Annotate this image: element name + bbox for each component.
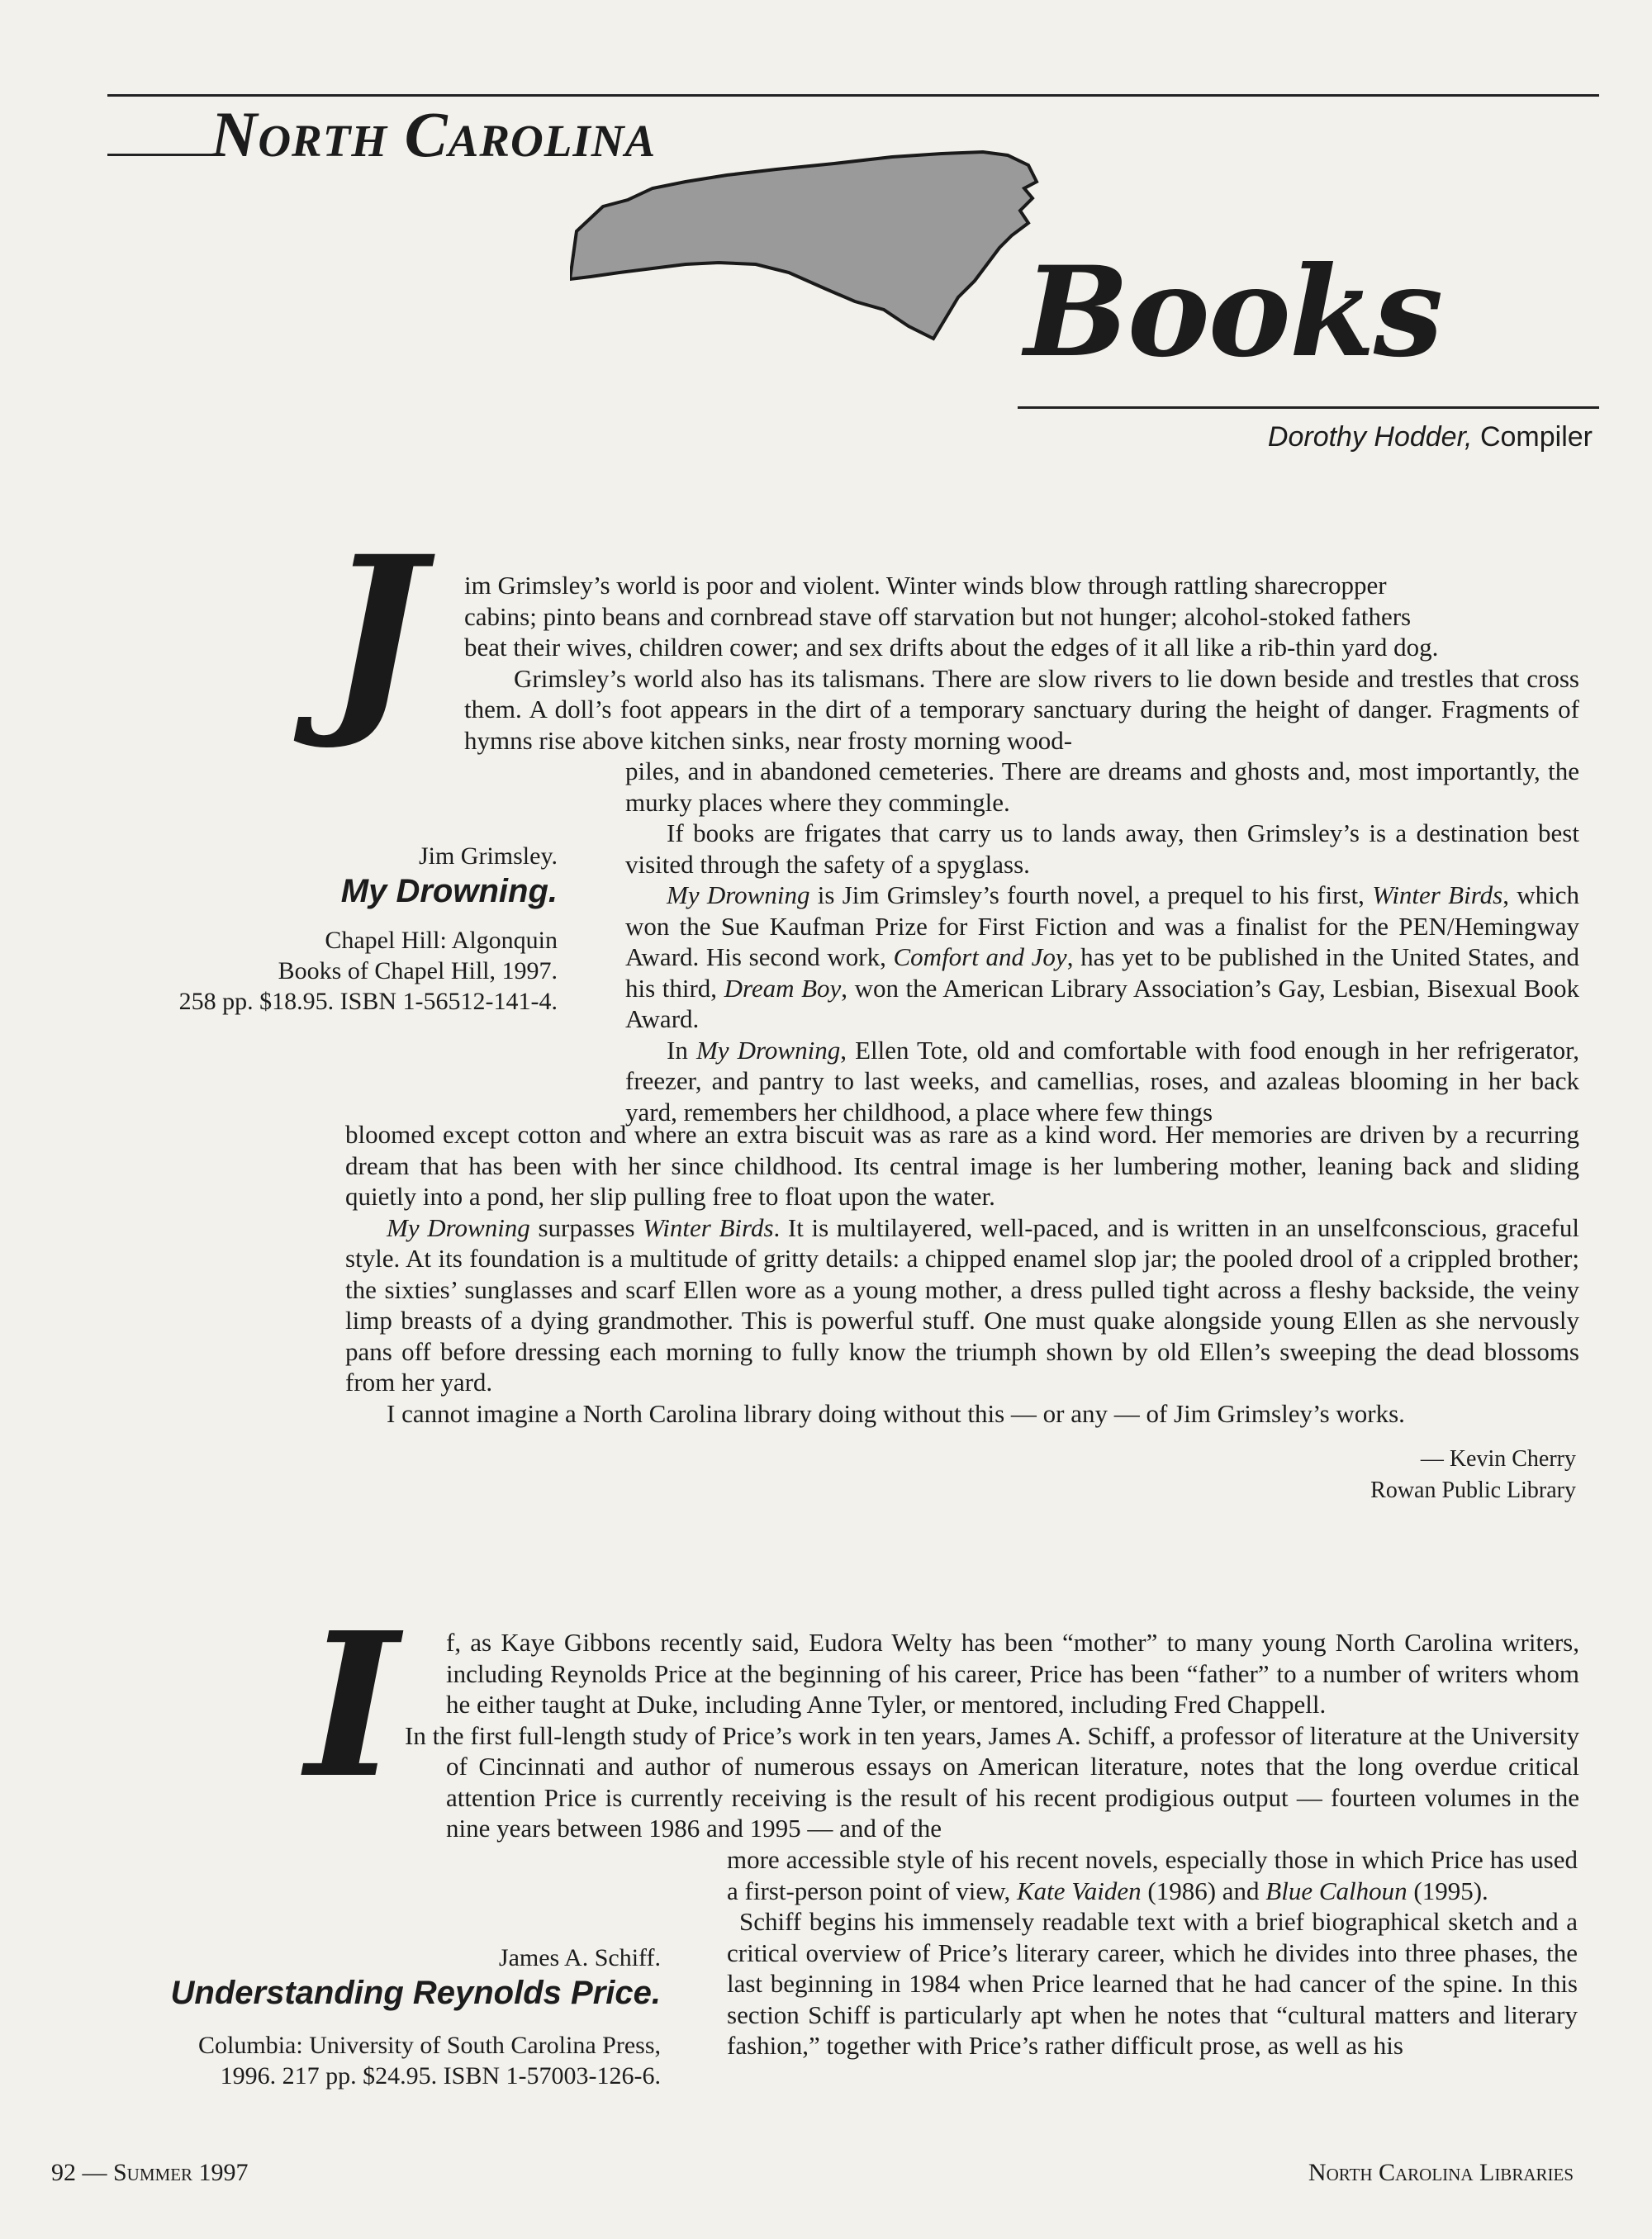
- review1-line2: cabins; pinto beans and cornbread stave off starvation but not hunger; alcohol-stoked fathers: [464, 601, 1412, 631]
- header-rule-bottom: [1018, 406, 1599, 409]
- review1-pub-line1: Chapel Hill: Algonquin: [325, 927, 558, 954]
- review2-pub-line1: Columbia: University of South Carolina Press,: [198, 2032, 661, 2059]
- review1-para2-top: Grimsley’s world also has its talismans. There are slow rivers to lie down beside and trestles that cross them. A doll’s foot appears in the dirt of a temporary sanctuary during the height of danger. Fragments of hymns rise above kitchen sinks, near frosty morning wood-: [464, 663, 1579, 755]
- review2-column: [727, 1844, 1578, 2061]
- review2-book-title: Understanding Reynolds Price.: [170, 1975, 661, 2011]
- review1-column: [625, 756, 1579, 1127]
- reviewer1-name: — Kevin Cherry: [1420, 1446, 1576, 1472]
- review1-para4: My Drowning is Jim Grimsley’s fourth novel, a prequel to his first, Winter Birds, which won the Sue Kaufman Prize for First Fiction and was a finalist for the PEN/Hemingway Award. His second work, Comfort and Joy, has yet to be published in the United States, and his third, Dream Boy, won the American Library Association’s Gay, Lesbian, Bisexual Book Award.: [625, 880, 1580, 1033]
- review2-citation: [74, 1943, 661, 2091]
- review2-para2-rest: more accessible style of his recent novels, especially those in which Price has used a first-person point of view, Kate Vaiden (1986) and Blue Calhoun (1995).: [727, 1845, 1578, 1905]
- review2-author: James A. Schiff.: [498, 1944, 661, 1971]
- header-rule-top: [107, 94, 1599, 97]
- review1-para2-rest: piles, and in abandoned cemeteries. There are dreams and ghosts and, most importantly, the murky places where they commingle.: [625, 757, 1579, 817]
- review1-para6: My Drowning surpasses Winter Birds. It is multilayered, well-paced, and is written in an unselfconscious, graceful style. At its foundation is a multitude of gritty details: a chipped enamel slop jar; the pooled drool of a crippled brother; the sixties’ sunglasses and scarf Ellen wore as a young mother, a dress pulled tight across a fleshy backside, the veiny limp breasts of a dying grandmother. This is powerful stuff. One must quake alongside young Ellen as she nervously pans off before dressing each morning to fully know the triumph shown by old Ellen’s sweeping the dead blossoms from her yard.: [345, 1212, 1579, 1397]
- compiler-name: Dorothy Hodder,: [1267, 421, 1473, 453]
- review1-para7: I cannot imagine a North Carolina library doing without this — or any — of Jim Grimsley’s works.: [387, 1398, 1405, 1428]
- review1-pub-line3: 258 pp. $18.95. ISBN 1-56512-141-4.: [178, 988, 558, 1015]
- review2-para3: Schiff begins his immensely readable text with a brief biographical sketch and a critical overview of Price’s literary career, which he divides into three phases, the last beginning in 1984 when Price learned that he had cancer of the spine. In this section Schiff is particularly apt when he notes that “cultural matters and literary fashion,” together with Price’s rather difficult prose, as well as his: [727, 1907, 1578, 2060]
- review2-para1: f, as Kaye Gibbons recently said, Eudora Welty has been “mother” to many young North Carolina writers, including Reynolds Price at the beginning of his career, Price has been “father” to a number of writers whom he either taught at Duke, including Anne Tyler, or mentored, including Fred Chappell.: [446, 1628, 1579, 1719]
- reviewer1-library: Rowan Public Library: [1370, 1478, 1576, 1503]
- header-rule-left: [107, 154, 213, 156]
- review1-intro: [464, 570, 1579, 756]
- footer-journal-name: North Carolina Libraries: [1308, 2159, 1574, 2186]
- review2-pub-line2: 1996. 217 pp. $24.95. ISBN 1-57003-126-6.: [220, 2062, 661, 2090]
- review2-para2: In the first full-length study of Price’s work in ten years, James A. Schiff, a professor of literature at the University of Cincinnati and author of numerous essays on American literature, notes that the long overdue critical attention Price is currently receiving is the result of his recent prodigious output — fourteen volumes in the nine years between 1986 and 1995 — and of the: [405, 1720, 1579, 1843]
- review1-para3: If books are frigates that carry us to lands away, then Grimsley’s is a destination best visited through the safety of a spyglass.: [625, 818, 1579, 879]
- review1-line3: beat their wives, children cower; and sex drifts about the edges of it all like a rib-thin yard dog.: [464, 633, 1439, 662]
- review1-wide: [345, 1119, 1579, 1429]
- north-carolina-map-icon: [570, 140, 1049, 347]
- dropcap-j: J: [326, 510, 425, 753]
- review1-author: Jim Grimsley.: [418, 842, 558, 870]
- review1-para5-rest: bloomed except cotton and where an extra biscuit was as rare as a kind word. Her memories are driven by a recurring dream that has been with her since childhood. Its central image is her lumbering mother, leaning back and sliding quietly into a pond, her slip pulling free to float upon the water.: [345, 1120, 1579, 1211]
- compiler-role: Compiler: [1479, 421, 1593, 453]
- footer-page-issue: 92 — Summer 1997: [51, 2159, 249, 2186]
- review1-signature: [1074, 1444, 1576, 1506]
- review1-citation: [83, 841, 558, 1017]
- section-title: North Carolina: [211, 98, 657, 170]
- compiler-credit: [1268, 421, 1593, 453]
- review1-book-title: My Drowning.: [340, 873, 558, 909]
- review1-pub-line2: Books of Chapel Hill, 1997.: [278, 957, 558, 984]
- dropcap-i: I: [306, 1589, 399, 1822]
- review1-line1: im Grimsley’s world is poor and violent. Winter winds blow through rattling sharecropper: [464, 571, 1387, 600]
- review1-para5: In My Drowning, Ellen Tote, old and comfortable with food enough in her refrigerator, freezer, and pantry to last weeks, and camellias, roses, and azaleas blooming in her back yard, remembers her childhood, a place where few things: [625, 1035, 1579, 1127]
- books-heading: Books: [1024, 240, 1442, 385]
- review2-intro: [405, 1627, 1579, 1844]
